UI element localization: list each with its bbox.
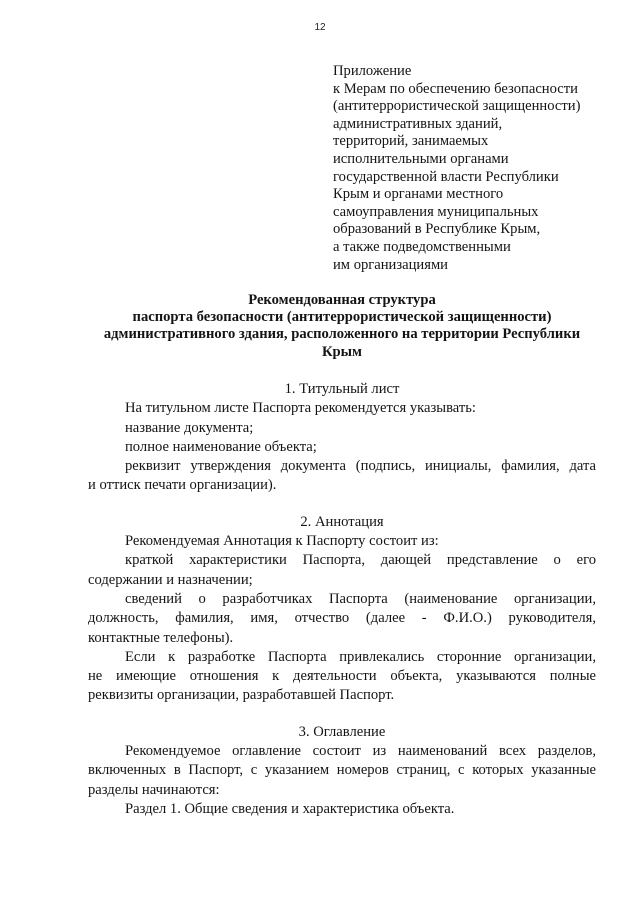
paragraph: Рекомендуемое оглавление состоит из наименований всех разделов, [125,743,596,760]
paragraph: включенных в Паспорт, с указанием номеров страниц, с которых указанные [88,762,596,779]
appendix-line: Приложение [333,63,412,79]
title-line: Крым [321,343,363,360]
appendix-line: государственной власти Республики [333,168,559,185]
paragraph: На титульном листе Паспорта рекомендуется указывать: [125,400,476,417]
appendix-line: образований в Республике Крым, [333,221,541,238]
appendix-line: Крым и органами местного [333,186,504,203]
title-line: Рекомендованная структура [248,292,436,308]
paragraph: реквизиты организации, разработавшей Паспорт. [88,687,395,704]
document-title [72,292,612,361]
appendix-line: территорий, занимаемых [333,133,489,150]
appendix-line: исполнительными органами [333,150,509,167]
list-item: название документа; [125,419,254,436]
paragraph: Рекомендуемая Аннотация к Паспорту состоит из: [125,533,439,550]
list-item: краткой характеристики Паспорта, дающей представление о его [125,552,596,569]
section-heading: 3. Оглавление [298,723,386,740]
list-item: Раздел 1. Общие сведения и характеристика объекта. [125,800,455,817]
appendix-line: им организациями [333,256,448,273]
title-line: административного здания, расположенного на территории Республики [103,326,581,343]
section-heading: 2. Аннотация [300,513,384,530]
appendix-line: административных зданий, [333,115,503,132]
page-number: 12 [314,22,326,33]
title-line: паспорта безопасности (антитеррористической защищенности) [132,309,552,326]
section-heading: 1. Титульный лист [284,381,400,397]
list-item: полное наименование объекта; [125,438,317,455]
appendix-line: самоуправления муниципальных [333,203,539,220]
document-body [88,380,596,819]
paragraph: разделы начинаются: [88,781,220,798]
appendix-line: (антитеррористической защищенности) [333,98,581,115]
appendix-block [333,63,623,274]
list-item: контактные телефоны). [88,629,234,646]
paragraph: не имеющие отношения к деятельности объекта, указываются полные [88,668,596,685]
list-item: содержании и назначении; [88,571,253,588]
appendix-line: к Мерам по обеспечению безопасности [333,80,578,97]
list-item: и оттиск печати организации). [88,477,277,494]
paragraph: Если к разработке Паспорта привлекались сторонние организации, [125,648,596,665]
list-item: сведений о разработчиках Паспорта (наименование организации, [125,590,596,607]
appendix-line: а также подведомственными [333,238,511,255]
list-item: должность, фамилия, имя, отчество (далее - Ф.И.О.) руководителя, [88,610,596,627]
list-item: реквизит утверждения документа (подпись, инициалы, фамилия, дата [125,458,596,475]
